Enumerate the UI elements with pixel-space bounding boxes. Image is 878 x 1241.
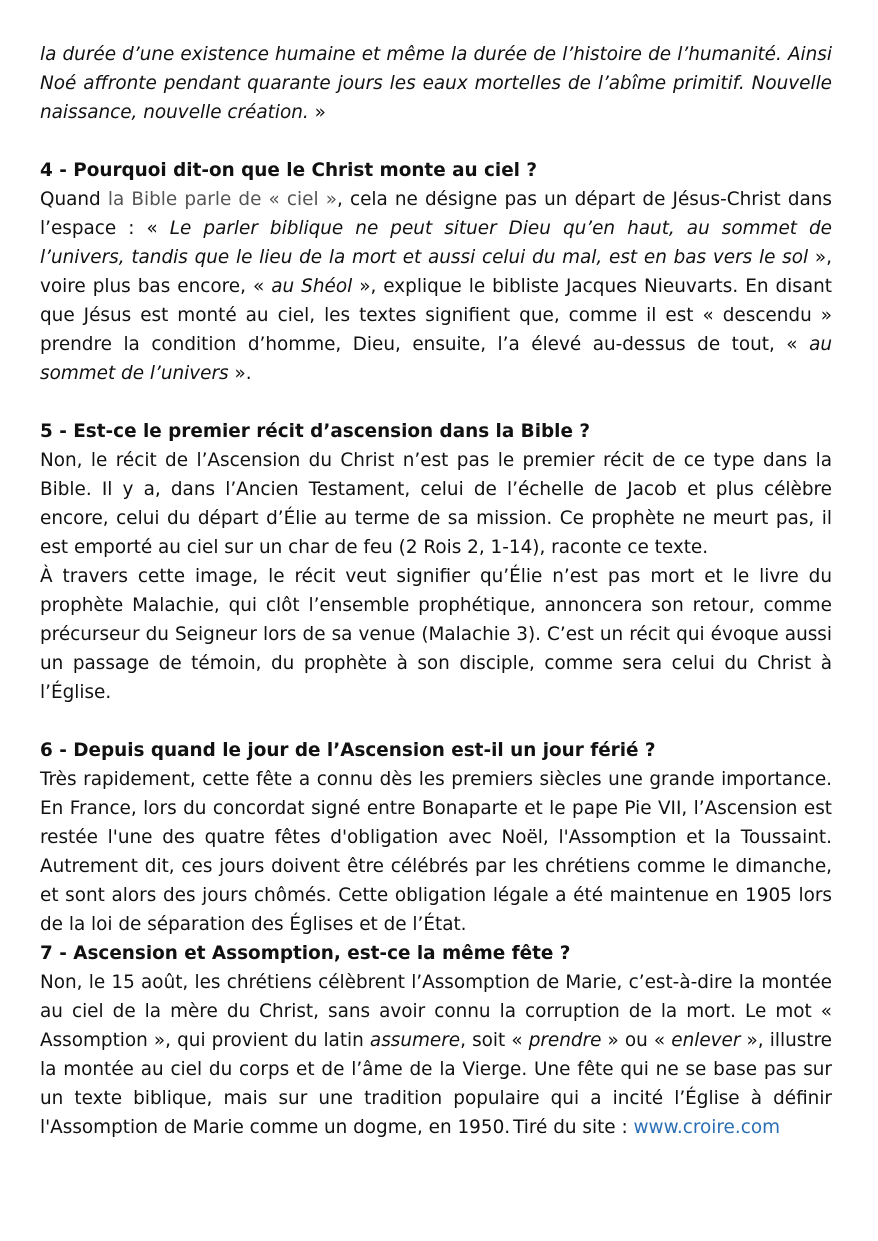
section-7-paragraph [40,968,832,1142]
source-link[interactable]: www.croire.com [633,1117,780,1138]
text-span: Non, le 15 août, les chrétiens célèbrent l’Assomption de Marie, c’est-à-dire la montée au ciel de la mère du Christ, sans avoir connu la corruption de la mort. Le mot « Assomption », qui provient du latin [40,972,832,1051]
text-span: », explique le bibliste Jacques Nieuvarts. En disant que Jésus est monté au ciel, les textes signifient que, comme il est « descendu » prendre la condition d’homme, Dieu, ensuite, l’a élevé au-dessus de tout, « [40,276,832,355]
document-page [40,40,832,1142]
text-span: », illustre la montée au ciel du corps et de l’âme de la Vierge. Une fête qui ne se base pas sur un texte biblique, mais sur une tradition populaire qui a incité l’Église à définir l'Assomption de Marie comme un dogme, en 1950. [40,1030,832,1138]
intro-paragraph [40,40,832,127]
quote-span: au Shéol [271,276,353,297]
section-4-title: 4 - Pourquoi dit-on que le Christ monte au ciel ? [40,160,538,181]
intro-quote: la durée d’une existence humaine et même la durée de l’histoire de l’humanité. Ainsi Noé affronte pendant quarante jours les eaux mortelles de l’abîme primitif. Nouvelle naissance, nouvelle création. [40,44,832,123]
section-7-title: 7 - Ascension et Assomption, est-ce la même fête ? [40,943,571,964]
source-credit [513,1113,780,1142]
bible-ciel-link[interactable]: la Bible parle de « ciel » [107,189,337,210]
section-5-title: 5 - Est-ce le premier récit d’ascension dans la Bible ? [40,421,591,442]
quote-span: Le parler biblique ne peut situer Dieu qu’en haut, au sommet de l’univers, tandis que le lieu de la mort et aussi celui du mal, est en bas vers le sol [40,218,832,268]
section-6-paragraph: Très rapidement, cette fête a connu dès les premiers siècles une grande importance. En France, lors du concordat signé entre Bonaparte et le pape Pie VII, l’Ascension est restée l'une des quatre fêtes d'obligation avec Noël, l'Assomption et la Toussaint. Autrement dit, ces jours doivent être célébrés par les chrétiens comme le dimanche, et sont alors des jours chômés. Cette obligation légale a été maintenue en 1905 lors de la loi de séparation des Églises et de l’État. [40,769,832,935]
quote-span: au sommet de l’univers [40,334,832,384]
italic-term: assumere [369,1030,461,1051]
text-span: Quand [40,189,108,210]
italic-term: enlever [671,1030,741,1051]
italic-term: prendre [528,1030,602,1051]
text-span: », voire plus bas encore, « [40,247,832,297]
intro-close: » [308,102,326,123]
section-5-paragraph-2: À travers cette image, le récit veut signifier qu’Élie n’est pas mort et le livre du prophète Malachie, qui clôt l’ensemble prophétique, annoncera son retour, comme précurseur du Seigneur lors de sa venue (Malachie 3). C’est un récit qui évoque aussi un passage de témoin, du prophète à son disciple, comme sera celui du Christ à l’Église. [40,566,832,703]
text-span: ». [228,363,252,384]
text-span: , soit « [460,1030,529,1051]
section-5-paragraph-1: Non, le récit de l’Ascension du Christ n’est pas le premier récit de ce type dans la Bible. Il y a, dans l’Ancien Testament, celui de l’échelle de Jacob et plus célèbre encore, celui du départ d’Élie au terme de sa mission. Ce prophète ne meurt pas, il est emporté au ciel sur un char de feu (2 Rois 2, 1-14), raconte ce texte. [40,450,832,558]
text-span: » ou « [601,1030,672,1051]
text-span: , cela ne désigne pas un départ de Jésus-Christ dans l’espace : « [40,189,833,239]
source-label: Tiré du site : [513,1117,634,1138]
section-6-title: 6 - Depuis quand le jour de l’Ascension est-il un jour férié ? [40,740,656,761]
section-4-paragraph [40,185,832,388]
